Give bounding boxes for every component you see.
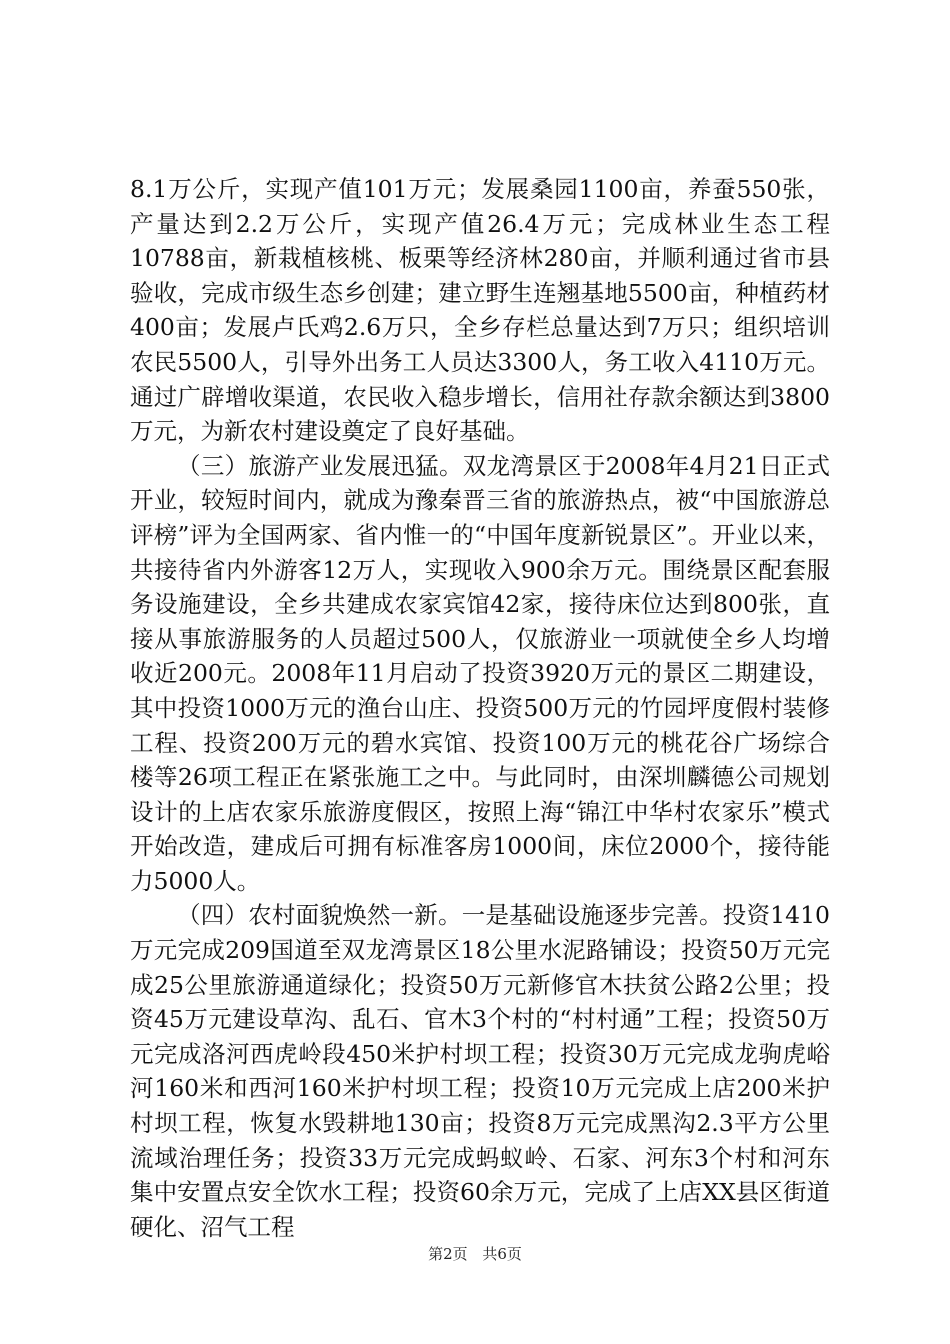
page-footer xyxy=(0,1244,950,1264)
paragraph-continuation: 8.1万公斤，实现产值101万元；发展桑园1100亩，养蚕550张，产量达到2.2万公斤，实现产值26.4万元；完成林业生态工程10788亩，新栽植核桃、板栗等经济林280亩，并顺利通过省市县验收，完成市级生态乡创建；建立野生连翘基地5500亩，种植药材400亩；发展卢氏鸡2.6万只，全乡存栏总量达到7万只；组织培训农民5500人，引导外出务工人员达3300人，务工收入4110万元。通过广辟增收渠道，农民收入稳步增长，信用社存款余额达到3800万元，为新农村建设奠定了良好基础。 xyxy=(130,175,830,446)
page-number: 第2页 xyxy=(428,1245,468,1263)
page-total: 共6页 xyxy=(482,1245,522,1263)
document-body xyxy=(130,172,830,1244)
paragraph-tourism: （三）旅游产业发展迅猛。双龙湾景区于2008年4月21日正式开业，较短时间内，就成为豫秦晋三省的旅游热点，被“中国旅游总评榜”评为全国两家、省内惟一的“中国年度新锐景区”。开业以来，共接待省内外游客12万人，实现收入900余万元。围绕景区配套服务设施建设，全乡共建成农家宾馆42家，接待床位达到800张，直接从事旅游服务的人员超过500人，仅旅游业一项就使全乡人均增收近200元。2008年11月启动了投资3920万元的景区二期建设，其中投资1000万元的渔台山庄、投资500万元的竹园坪度假村装修工程、投资200万元的碧水宾馆、投资100万元的桃花谷广场综合楼等26项工程正在紧张施工之中。与此同时，由深圳麟德公司规划设计的上店农家乐旅游度假区，按照上海“锦江中华村农家乐”模式开始改造，建成后可拥有标准客房1000间，床位2000个，接待能力5000人。 xyxy=(130,451,830,895)
paragraph-rural-appearance: （四）农村面貌焕然一新。一是基础设施逐步完善。投资1410万元完成209国道至双龙湾景区18公里水泥路铺设；投资50万元完成25公里旅游通道绿化；投资50万元新修官木扶贫公路2公里；投资45万元建设草沟、乱石、官木3个村的“村村通”工程；投资50万元完成洛河西虎岭段450米护村坝工程；投资30万元完成龙驹虎峪河160米和西河160米护村坝工程；投资10万元完成上店200米护村坝工程，恢复水毁耕地130亩；投资8万元完成黑沟2.3平方公里流域治理任务；投资33万元完成蚂蚁岭、石家、河东3个村和河东集中安置点安全饮水工程；投资60余万元，完成了上店XX县区街道硬化、沼气工程 xyxy=(130,901,830,1241)
